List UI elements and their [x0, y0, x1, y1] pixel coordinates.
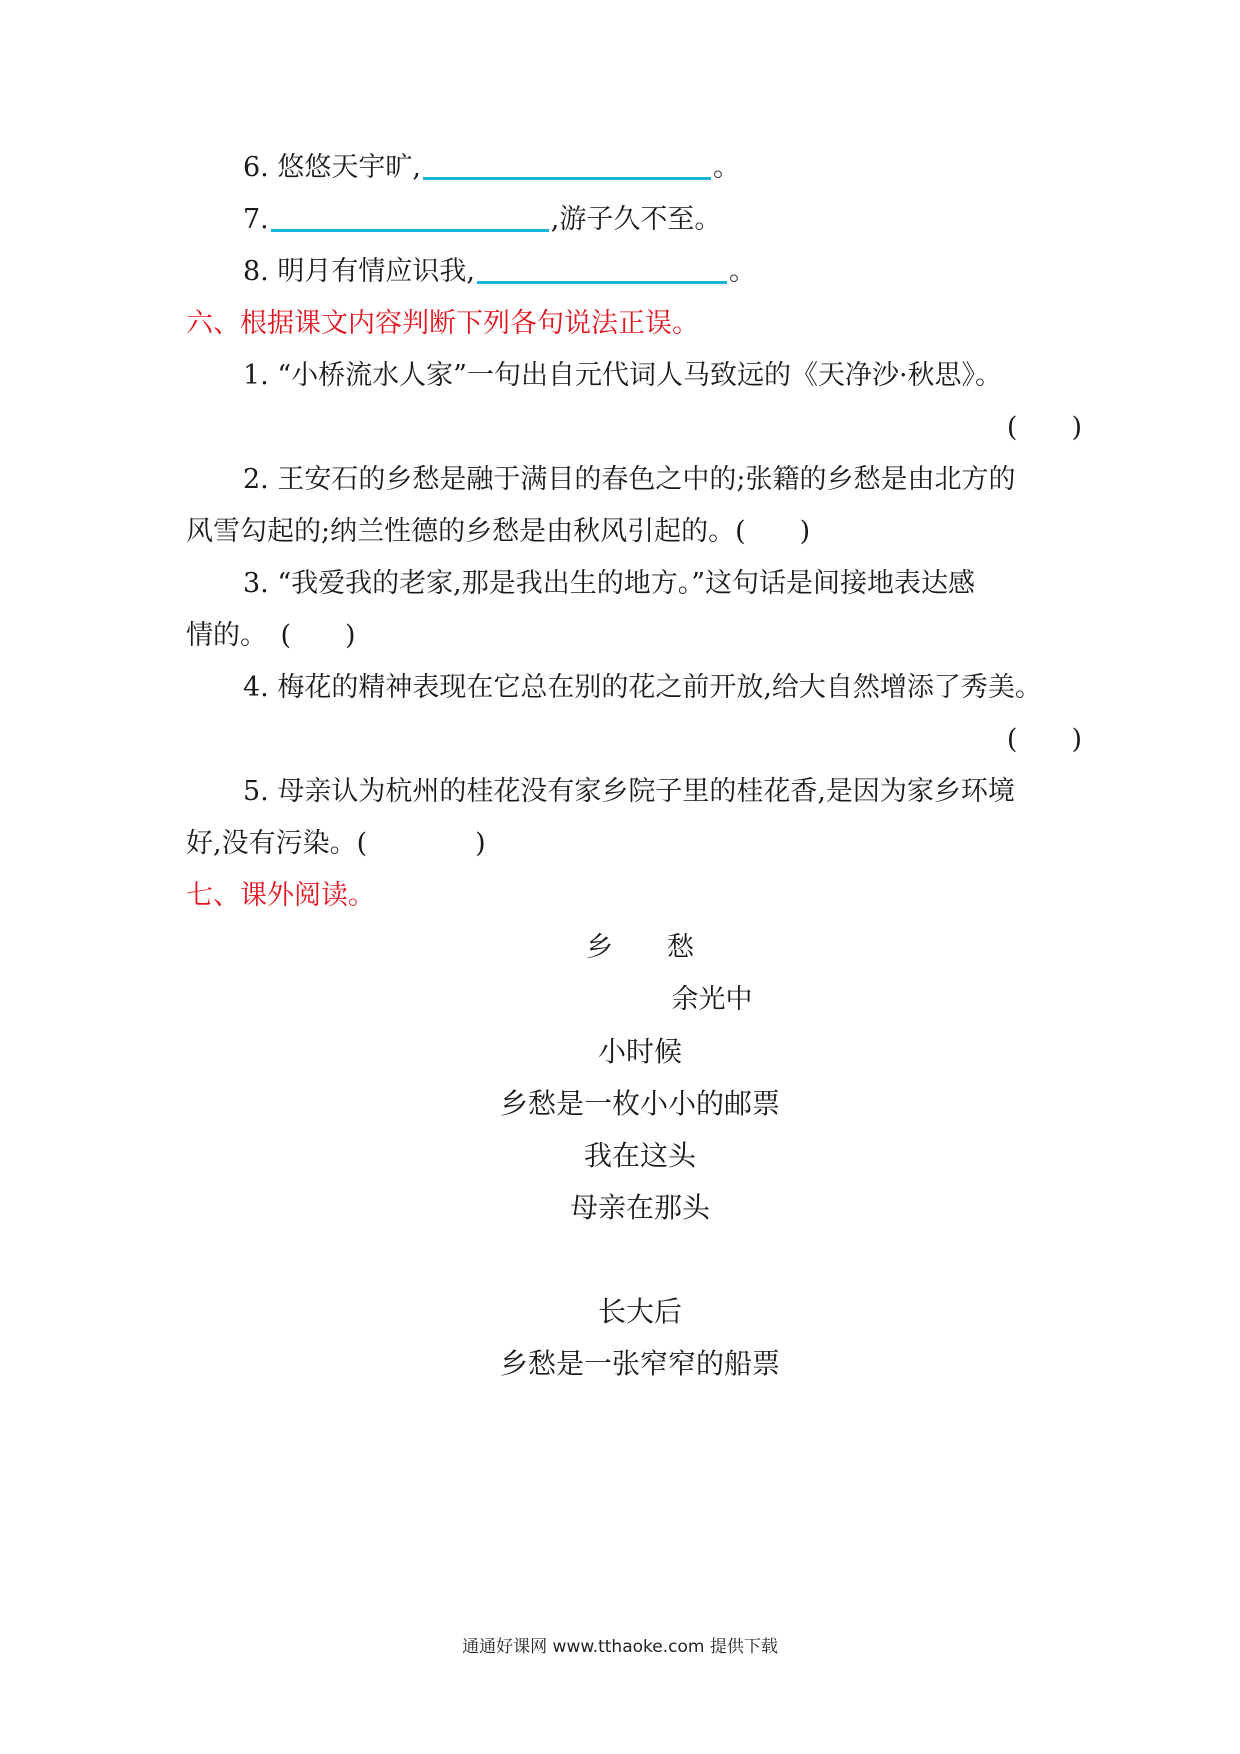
poem-line: 小时候 [597, 1035, 682, 1068]
fill-q8-suffix: 。 [728, 256, 756, 287]
judge-q5-line1: 5. 母亲认为杭州的桂花没有家乡院子里的桂花香,是因为家乡环境 [243, 776, 1015, 807]
answer-blank-q7[interactable] [271, 201, 549, 232]
section6-heading: 六、根据课文内容判断下列各句说法正误。 [186, 308, 699, 339]
fill-q6 [243, 148, 740, 188]
answer-blank-q8[interactable] [477, 253, 727, 284]
answer-blank-q6[interactable] [423, 149, 711, 180]
poem-line: 母亲在那头 [569, 1191, 710, 1224]
judge-q1-answer-paren[interactable]: ( ) [1006, 412, 1082, 443]
fill-q6-suffix: 。 [712, 152, 740, 183]
poem-line: 我在这头 [583, 1139, 696, 1172]
judge-q4: 4. 梅花的精神表现在它总在别的花之前开放,给大自然增添了秀美。 [243, 672, 1042, 703]
fill-q7 [243, 200, 721, 240]
poem-title: 乡 愁 [586, 932, 694, 963]
poem-line: 乡愁是一张窄窄的船票 [499, 1347, 780, 1380]
judge-q3-line2: 情的。 ( ) [186, 620, 356, 651]
fill-q7-prefix: 7. [243, 204, 269, 235]
judge-q4-answer-paren[interactable]: ( ) [1006, 724, 1082, 755]
judge-q1: 1. “小桥流水人家”一句出自元代词人马致远的《天净沙·秋思》。 [243, 360, 1003, 391]
fill-q8-prefix: 8. 明月有情应识我, [243, 256, 475, 287]
judge-q2-line1: 2. 王安石的乡愁是融于满目的春色之中的;张籍的乡愁是由北方的 [243, 464, 1016, 495]
fill-q7-suffix: ,游子久不至。 [550, 204, 722, 235]
judge-q5-line2: 好,没有污染。( ) [186, 828, 486, 859]
poem-line: 长大后 [597, 1295, 682, 1328]
fill-q8 [243, 252, 756, 292]
fill-q6-prefix: 6. 悠悠天宇旷, [243, 152, 421, 183]
poem-author: 余光中 [671, 984, 753, 1015]
judge-q2-line2: 风雪勾起的;纳兰性德的乡愁是由秋风引起的。( ) [186, 516, 811, 547]
section7-heading: 七、课外阅读。 [186, 880, 375, 911]
judge-q3-line1: 3. “我爱我的老家,那是我出生的地方。”这句话是间接地表达感 [243, 568, 976, 599]
page-footer: 通通好课网 www.tthaoke.com 提供下载 [462, 1637, 778, 1657]
poem-line: 乡愁是一枚小小的邮票 [499, 1087, 780, 1120]
